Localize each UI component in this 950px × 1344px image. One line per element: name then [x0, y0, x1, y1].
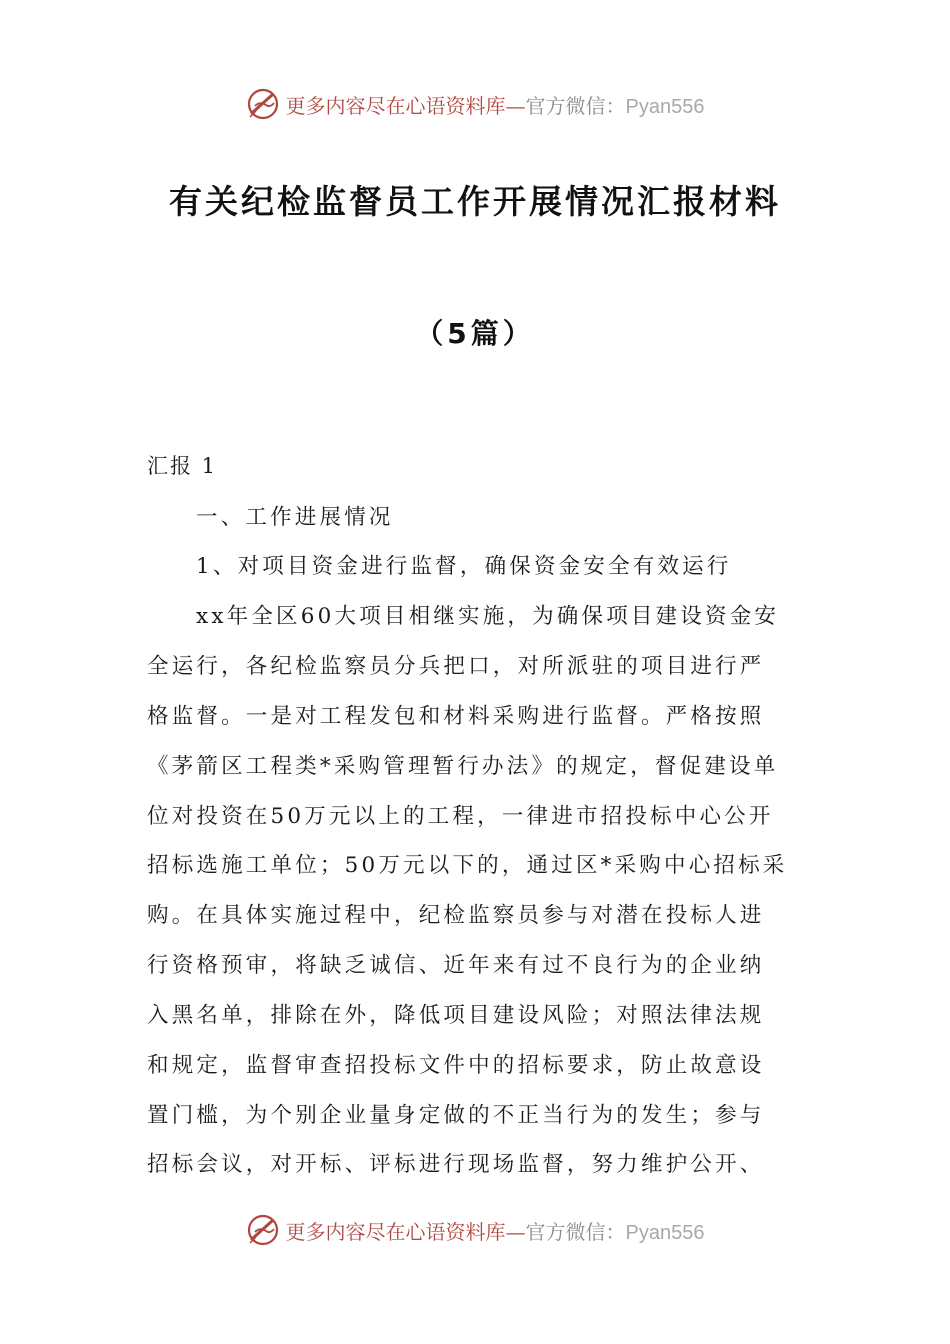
paragraph-line: 全运行，各纪检监察员分兵把口，对所派驻的项目进行严 [147, 654, 765, 679]
watermark-wechat-id: Pyan556 [625, 1221, 705, 1244]
item-heading: 1、对项目资金进行监督，确保资金安全有效运行 [196, 554, 732, 579]
document-subtitle: （5篇） [415, 317, 535, 350]
paragraph-line: xx年全区60大项目相继实施，为确保项目建设资金安 [196, 604, 780, 629]
watermark-text [286, 90, 705, 119]
paragraph-line: 入黑名单，排除在外，降低项目建设风险；对照法律法规 [147, 1003, 765, 1028]
paragraph-line: 格监督。一是对工程发包和材料采购进行监督。严格按照 [147, 704, 765, 729]
watermark-wechat-label: 官方微信： [525, 93, 626, 118]
paragraph-line: 《茅箭区工程类*采购管理暂行办法》的规定，督促建设单 [147, 754, 779, 779]
watermark-site-text: 更多内容尽在心语资料库— [285, 93, 526, 118]
paragraph-line: 招标会议，对开标、评标进行现场监督，努力维护公开、 [147, 1152, 765, 1177]
pen-logo-icon [246, 1213, 280, 1247]
pen-logo-icon [246, 87, 280, 121]
paragraph-line: 位对投资在50万元以上的工程，一律进市招投标中心公开 [147, 804, 774, 829]
report-heading: 汇报 1 [147, 454, 218, 478]
watermark-wechat-label: 官方微信： [525, 1219, 626, 1244]
paragraph-line: 行资格预审，将缺乏诚信、近年来有过不良行为的企业纳 [147, 953, 765, 978]
paragraph-line: 购。在具体实施过程中，纪检监察员参与对潜在投标人进 [147, 903, 765, 928]
paragraph-line: 置门槛，为个别企业量身定做的不正当行为的发生；参与 [147, 1103, 765, 1128]
section-heading: 一、工作进展情况 [196, 505, 394, 530]
watermark-banner-bottom [0, 1210, 950, 1250]
watermark-banner-top [0, 84, 950, 124]
document-title: 有关纪检监督员工作开展情况汇报材料 [169, 182, 781, 221]
watermark-wechat-id: Pyan556 [625, 95, 705, 118]
watermark-text [286, 1216, 705, 1245]
watermark-site-text: 更多内容尽在心语资料库— [285, 1219, 526, 1244]
paragraph-line: 和规定，监督审查招投标文件中的招标要求，防止故意设 [147, 1053, 765, 1078]
paragraph-line: 招标选施工单位；50万元以下的，通过区*采购中心招标采 [147, 853, 788, 878]
